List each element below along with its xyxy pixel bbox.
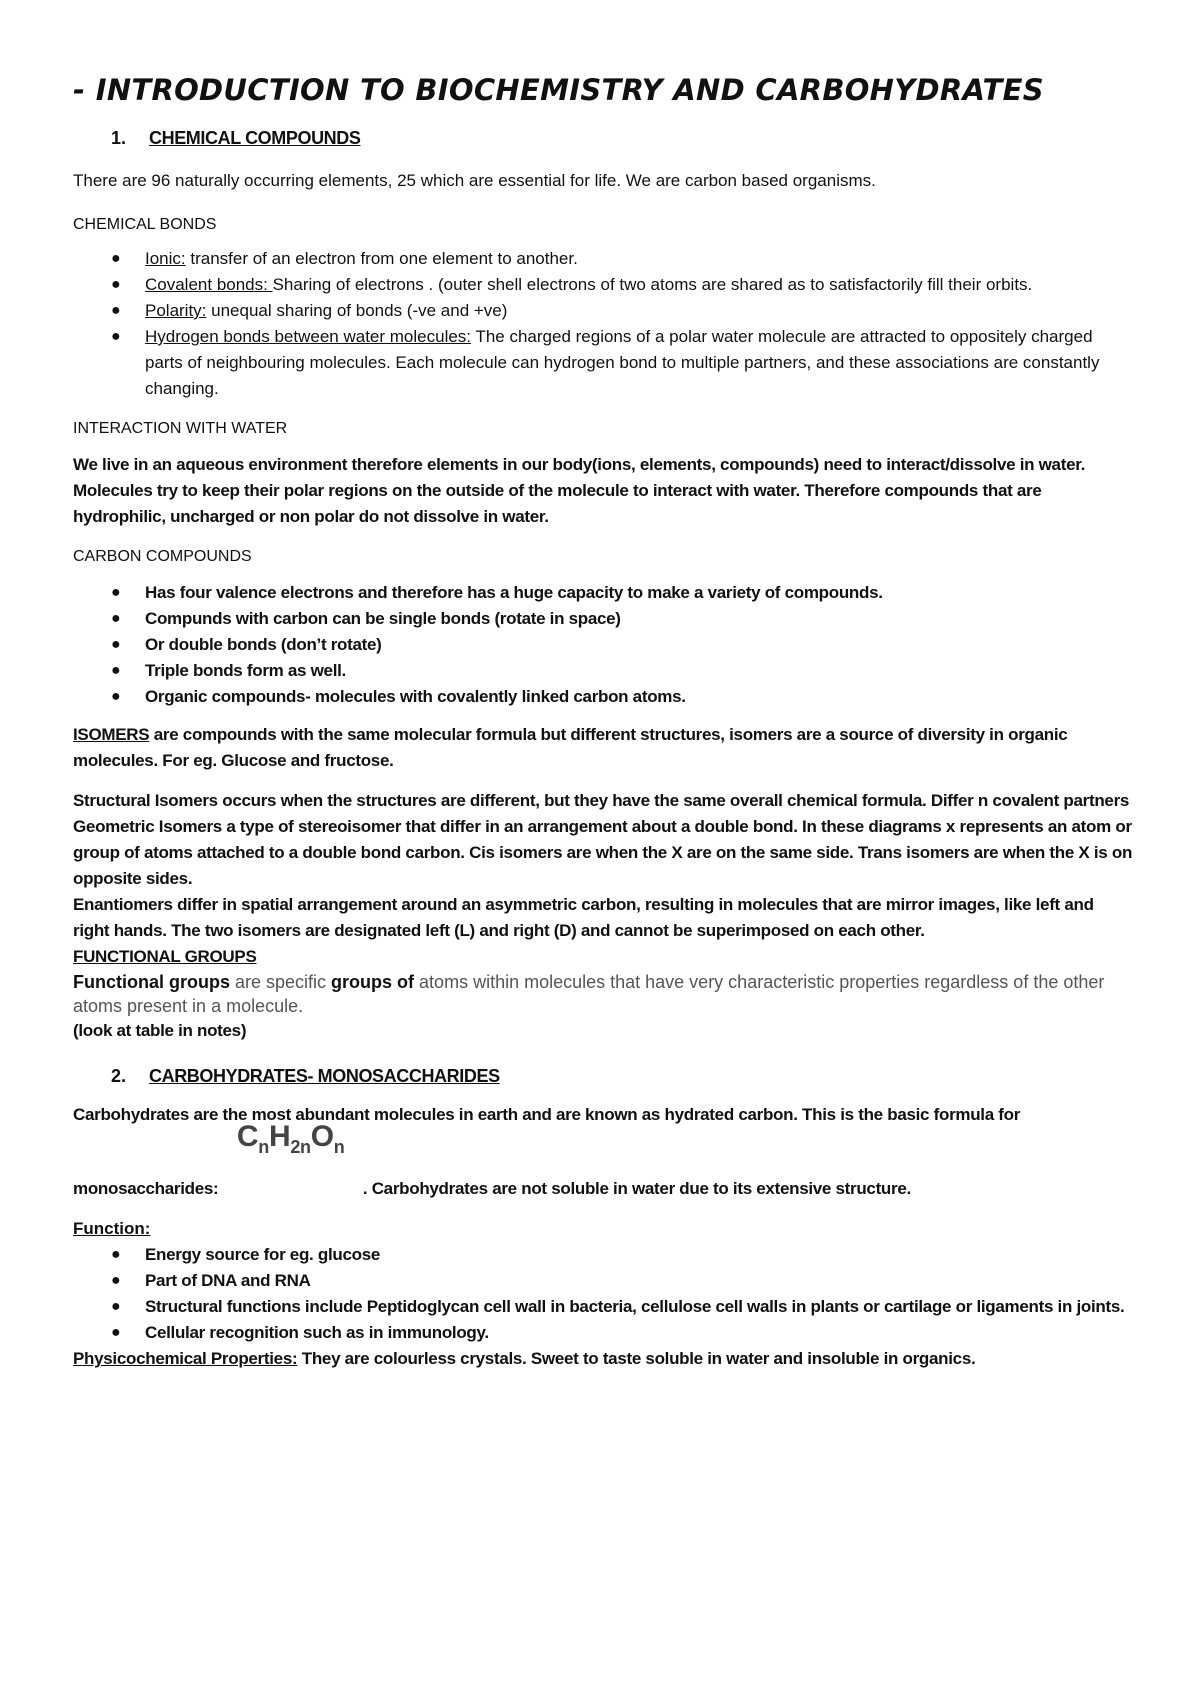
list-item-text: Structural functions include Peptidoglycan cell wall in bacteria, cellulose cell walls in plants or cartilage or ligaments in joints. [145,1297,1125,1316]
bullet-icon: ● [111,1298,121,1315]
list-item [73,1320,1133,1346]
isomers-paragraph [73,722,1133,774]
bullet-icon: ● [111,328,121,345]
functional-groups-lead: Functional groups [73,972,230,992]
definition: Sharing of electrons . (outer shell electrons of two atoms are shared as to satisfactorily fill their orbits. [272,275,1033,294]
isomers-text: are compounds with the same molecular formula but different structures, isomers are a source of diversity in organic molecules. For eg. Glucose and fructose. [73,725,1068,770]
physicochemical-heading: Physicochemical Properties: [73,1349,298,1368]
chemical-bonds-list [73,246,1133,402]
bullet-icon: ● [111,688,121,705]
function-list [73,1242,1133,1346]
list-item-text: Has four valence electrons and therefore has a huge capacity to make a variety of compounds. [145,583,883,602]
function-heading: Function: [73,1219,151,1238]
list-item-text: Triple bonds form as well. [145,661,346,680]
functional-groups-text-2: atoms within molecules that have very characteristic properties regardless of the other atoms present in a molecule. [73,972,1105,1016]
section-heading-carbohydrates [73,1062,1133,1090]
list-item-text: Or double bonds (don’t rotate) [145,635,382,654]
page-title: - INTRODUCTION TO BIOCHEMISTRY AND CARBOHYDRATES [73,73,1044,107]
term: Polarity: [145,301,207,320]
formula-h: H [268,1120,291,1153]
bullet-icon: ● [111,662,121,679]
formula-sub-2n: 2n [290,1137,311,1157]
list-item-text: Part of DNA and RNA [145,1271,311,1290]
physicochemical-paragraph [73,1346,1133,1372]
formula-sub-n: n [258,1137,269,1157]
list-item [73,1268,1133,1294]
term: Covalent bonds: [145,275,273,294]
isomers-term: ISOMERS [73,725,150,744]
formula-o: O [310,1120,334,1153]
carbon-compounds-heading: CARBON COMPOUNDS [73,548,252,565]
bullet-icon: ● [111,1272,121,1289]
carbohydrates-formula-line [73,1120,1133,1202]
term: Ionic: [145,249,186,268]
functional-groups-text-1: are specific [230,972,332,992]
list-item [73,246,1133,272]
carbon-compounds-list [73,580,1133,710]
formula-c: C [236,1120,259,1153]
section-heading-chemical-compounds [73,124,1133,152]
list-item [73,632,1133,658]
document-body [73,70,1133,1372]
list-item-text: Organic compounds- molecules with covalently linked carbon atoms. [145,687,686,706]
section-number: 1. [111,128,127,148]
definition: The charged regions of a polar water molecule are attracted to oppositely charged parts of neighbouring molecules. Each molecule can hydrogen bond to multiple partners, and these associations are constantly changing. [145,327,1100,398]
monosaccharide-formula [223,1120,363,1194]
isomer-types [73,788,1133,970]
definition: unequal sharing of bonds (-ve and +ve) [206,301,508,320]
formula-symbols [236,1120,345,1160]
list-item [73,1294,1133,1320]
section-title: CHEMICAL COMPOUNDS [149,128,361,148]
bullet-icon: ● [111,636,121,653]
bullet-icon: ● [111,1324,121,1341]
interaction-heading: INTERACTION WITH WATER [73,420,288,437]
geometric-isomers-text: Geometric Isomers a type of stereoisomer that differ in an arrangement about a double bond. In these diagrams x represents an atom or group of atoms attached to a double bond carbon. Cis isomers are when the X are on the same side. Trans isomers are when the X is on opposite sides. [73,817,1133,888]
formula-trailing-text: . Carbohydrates are not soluble in water due to its extensive structure. [362,1179,911,1198]
bullet-icon: ● [111,584,121,601]
carbohydrates-intro-line: Carbohydrates are the most abundant molecules in earth and are known as hydrated carbon. This is the basic formula for [73,1105,1021,1124]
list-item [73,580,1133,606]
formula-lead-text: monosaccharides: [73,1179,219,1198]
bullet-icon: ● [111,610,121,627]
bullet-icon: ● [111,302,121,319]
formula-sub-n: n [333,1137,345,1157]
table-note: (look at table in notes) [73,1021,247,1040]
list-item [73,658,1133,684]
enantiomers-text: Enantiomers differ in spatial arrangement around an asymmetric carbon, resulting in molecules that are mirror images, like left and right hands. The two isomers are designated left (L) and right (D) and cannot be superimposed on each other. [73,895,1094,940]
physicochemical-text: They are colourless crystals. Sweet to taste soluble in water and insoluble in organics. [297,1349,976,1368]
list-item [73,298,1133,324]
list-item [73,684,1133,710]
bullet-icon: ● [111,250,121,267]
section-title: CARBOHYDRATES- MONOSACCHARIDES [149,1066,500,1086]
list-item [73,272,1133,298]
list-item [73,324,1133,402]
list-item [73,606,1133,632]
section-number: 2. [111,1066,127,1086]
functional-groups-bold-2: groups of [331,972,415,992]
list-item-text: Cellular recognition such as in immunology. [145,1323,489,1342]
functional-groups-paragraph [73,970,1133,1018]
functional-groups-heading: FUNCTIONAL GROUPS [73,947,257,966]
intro-paragraph: There are 96 naturally occurring elements, 25 which are essential for life. We are carbon based organisms. [73,171,876,190]
interaction-paragraph: We live in an aqueous environment therefore elements in our body(ions, elements, compounds) need to interact/dissolve in water. Molecules try to keep their polar regions on the outside of the molecule to interact with water. Therefore compounds that are hydrophilic, uncharged or non polar do not dissolve in water. [73,455,1086,526]
bullet-icon: ● [111,1246,121,1263]
term: Hydrogen bonds between water molecules: [145,327,472,346]
list-item-text: Energy source for eg. glucose [145,1245,381,1264]
structural-isomers-text: Structural Isomers occurs when the structures are different, but they have the same overall chemical formula. Differ n covalent partners [73,791,1130,810]
chemical-bonds-heading: CHEMICAL BONDS [73,216,217,233]
list-item-text: Compunds with carbon can be single bonds (rotate in space) [145,609,621,628]
bullet-icon: ● [111,276,121,293]
definition: transfer of an electron from one element to another. [185,249,578,268]
list-item [73,1242,1133,1268]
